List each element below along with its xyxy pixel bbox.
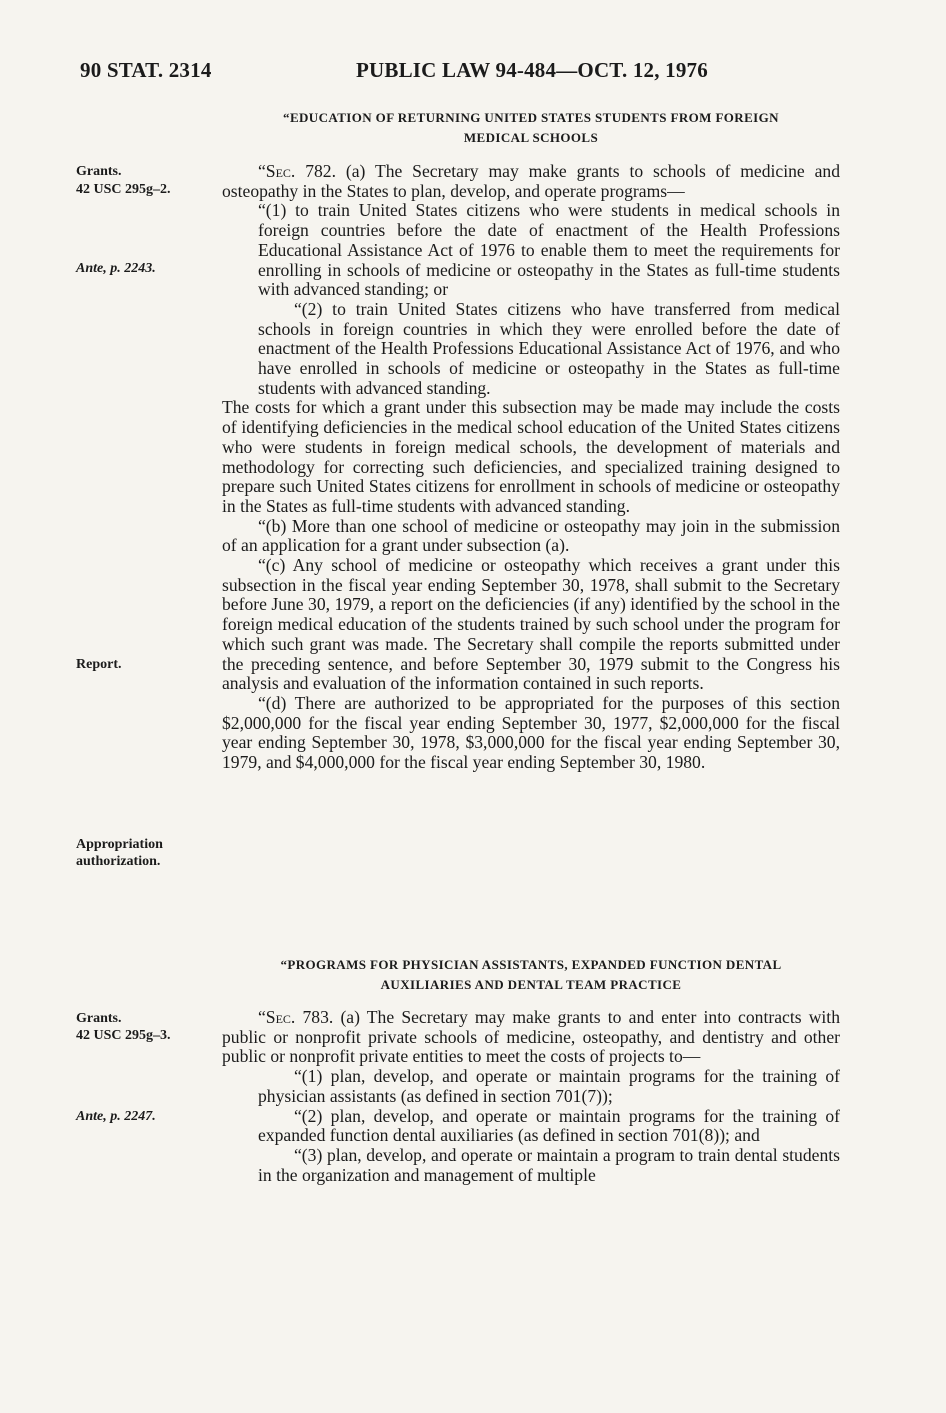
section-782-body xyxy=(222,162,840,773)
margin-note-usc-citation: 42 USC 295g–2. xyxy=(76,182,171,197)
section-782-item-2 xyxy=(222,300,840,399)
margin-note-usc-citation-783: 42 USC 295g–3. xyxy=(76,1028,171,1043)
page-stat-number: 90 STAT. 2314 xyxy=(80,58,212,82)
section-783-item-3-text: “(3) plan, develop, and operate or maintain a program to train dental students in the organization and management of multiple xyxy=(258,1144,840,1185)
section-782-heading-line1: “EDUCATION OF RETURNING UNITED STATES STUDENTS FROM FOREIGN xyxy=(283,110,779,125)
section-782-heading xyxy=(222,108,840,148)
margin-note-ante-text: Ante, p. 2243. xyxy=(76,261,156,276)
section-782-costs-paragraph: The costs for which a grant under this subsection may be made may include the costs of identifying deficiencies in the medical school education of the United States citizens who were students in foreign medical schools, the development of materials and methodology for correcting such deficiencies, and specialized training designed to prepare such United States citizens for enrollment in schools of medicine or osteopathy in the States as full-time students with advanced standing. xyxy=(222,397,840,516)
section-783-item-2-text: “(2) plan, develop, and operate or maintain programs for the training of expanded function dental auxiliaries (as defined in section 701(8)); and xyxy=(258,1105,840,1146)
section-783-subsection-a-text: 783. (a) The Secretary may make grants to and enter into contracts with public or nonprofit private schools of medicine, osteopathy, and dentistry and other public or nonprofit private entities to meet the costs of projects to— xyxy=(222,1007,840,1067)
section-782-sec-label: “Sec. xyxy=(258,161,296,181)
margin-note-ante-text-783: Ante, p. 2247. xyxy=(76,1109,156,1124)
margin-note-grants: Grants. xyxy=(76,164,122,179)
margin-note-report: Report. xyxy=(76,657,122,672)
section-782-subsection-a-text: 782. (a) The Secretary may make grants to schools of medicine and osteopathy in the States to plan, develop, and operate programs— xyxy=(222,161,840,201)
section-782-item-1-text: “(1) to train United States citizens who were students in medical schools in foreign countries before the date of enactment of the Health Professions Educational Assistance Act of 1976 to enable them to meet the requirements for enrolling in schools of medicine or osteopathy in the States as full-time students with advanced standing; or xyxy=(258,200,840,300)
margin-note-grants-783: Grants. xyxy=(76,1011,122,1026)
section-782-item-1 xyxy=(222,201,840,300)
margin-note-ante-reference xyxy=(76,260,206,278)
margin-note-ante-reference-783 xyxy=(76,1108,206,1126)
section-782-heading-line2: MEDICAL SCHOOLS xyxy=(463,130,599,145)
section-783-item-3 xyxy=(222,1146,840,1185)
section-783-heading xyxy=(222,955,840,995)
section-783-item-2 xyxy=(222,1107,840,1146)
section-782-subsection-d: “(d) There are authorized to be appropriated for the purposes of this section $2,000,000 for the fiscal year ending September 30, 1977, $2,000,000 for the fiscal year ending September 30, 1978, $3,000,000 for the fiscal year ending September 30, 1979, and $4,000,000 for the fiscal year ending September 30, 1980. xyxy=(222,692,840,773)
page-running-title: PUBLIC LAW 94-484—OCT. 12, 1976 xyxy=(356,58,708,82)
section-782-item-2-text: “(2) to train United States citizens who have transferred from medical schools in foreign countries in which they were enrolled before the date of enactment of the Health Professions Educational Assistance Act of 1976, and who have enrolled in schools of medicine or osteopathy in the States as full-time students with advanced standing. xyxy=(258,298,840,398)
margin-note-appropriation: Appropriation xyxy=(76,837,163,852)
section-783-sec-label: “Sec. xyxy=(258,1007,296,1027)
section-783-subsection-a xyxy=(222,1008,840,1067)
section-783-item-1 xyxy=(222,1067,840,1106)
section-783-body xyxy=(222,1008,840,1185)
section-783-heading-line2: AUXILIARIES AND DENTAL TEAM PRACTICE xyxy=(380,977,682,992)
margin-note-authorization: authorization. xyxy=(76,854,161,869)
section-783-item-1-text: “(1) plan, develop, and operate or maintain programs for the training of physician assistants (as defined in section 701(7)); xyxy=(258,1066,840,1106)
section-782-subsection-b: “(b) More than one school of medicine or osteopathy may join in the submission of an application for a grant under subsection (a). xyxy=(222,515,840,556)
section-783-heading-line1: “PROGRAMS FOR PHYSICIAN ASSISTANTS, EXPANDED FUNCTION DENTAL xyxy=(280,957,782,972)
section-782-subsection-a xyxy=(222,162,840,201)
section-782-subsection-c: “(c) Any school of medicine or osteopathy which receives a grant under this subsection in the fiscal year ending September 30, 1978, shall submit to the Secretary before June 30, 1979, a report on the deficiencies (if any) identified by the school in the foreign medical education of the students trained by such school under the program for which such grant was made. The Secretary shall compile the reports submitted under the preceding sentence, and before September 30, 1979 submit to the Congress his analysis and evaluation of the information contained in such reports. xyxy=(222,555,840,694)
